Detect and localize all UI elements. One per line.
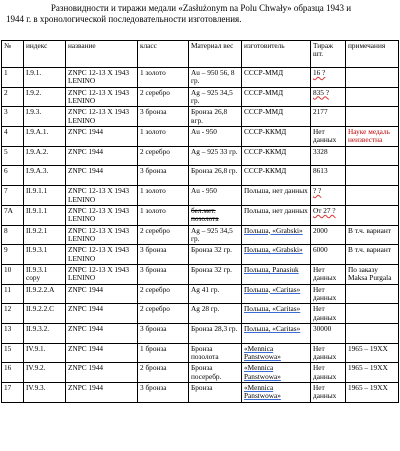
cell-notes — [346, 87, 399, 107]
cell-class: 2 бронза — [138, 363, 189, 383]
cell-quantity: ? ? — [311, 186, 346, 206]
table-row — [2, 363, 399, 383]
cell-material: Au - 950 — [189, 186, 242, 206]
cell-name: ZNPC 1944 — [66, 363, 138, 383]
table-row — [2, 127, 399, 147]
cell-index: I.9.3. — [24, 107, 66, 127]
header-cell-quantity: Тираж шт. — [311, 41, 346, 68]
cell-name: ZNPC 12-13 X 1943 LENINO — [66, 264, 138, 284]
cell-manufacturer: СССР-ММД — [242, 68, 311, 88]
cell-class: 2 серебро — [138, 87, 189, 107]
header-cell-number: № — [2, 41, 24, 68]
cell-class: 1 золото — [138, 68, 189, 88]
cell-class: 2 серебро — [138, 146, 189, 166]
cell-manufacturer: «Mennica Panstwowa» — [242, 383, 311, 403]
cell-manufacturer: Польша, нет данных — [242, 205, 311, 225]
cell-material: Бронза позолота — [189, 343, 242, 363]
cell-index: I.9.2. — [24, 87, 66, 107]
cell-quantity: Нет данных — [311, 343, 346, 363]
cell-name: ZNPC 1944 — [66, 284, 138, 304]
cell-number: 4 — [2, 127, 24, 147]
table-row — [2, 304, 399, 324]
cell-notes: 1965 – 19XX — [346, 383, 399, 403]
cell-index: I.9.A.2. — [24, 146, 66, 166]
cell-index: IV.9.1. — [24, 343, 66, 363]
cell-material: Ag – 925 34,5 гр. — [189, 225, 242, 245]
cell-name: ZNPC 1944 — [66, 127, 138, 147]
cell-manufacturer: «Mennica Panstwowa» — [242, 343, 311, 363]
cell-class: 3 бронза — [138, 383, 189, 403]
cell-quantity: Нет данных — [311, 363, 346, 383]
cell-material: Ag 41 гр. — [189, 284, 242, 304]
cell-notes: В т.ч. вариант — [346, 245, 399, 265]
cell-index: I.9.A.3. — [24, 166, 66, 186]
cell-name: ZNPC 1944 — [66, 323, 138, 343]
cell-manufacturer: Польша, «Caritas» — [242, 284, 311, 304]
cell-quantity: 3328 — [311, 146, 346, 166]
cell-quantity: Нет данных — [311, 284, 346, 304]
cell-index: II.9.1.1 — [24, 186, 66, 206]
table-row — [2, 343, 399, 363]
cell-number: 12 — [2, 304, 24, 324]
cell-name: ZNPC 1944 — [66, 304, 138, 324]
cell-manufacturer: СССР-ККМД — [242, 146, 311, 166]
cell-notes: 1965 – 19XX — [346, 363, 399, 383]
table-row — [2, 166, 399, 186]
cell-notes: По заказу Maksa Purgala — [346, 264, 399, 284]
cell-manufacturer: СССР-ММД — [242, 87, 311, 107]
cell-index: II.9.3.1 — [24, 245, 66, 265]
cell-notes — [346, 166, 399, 186]
cell-class: 2 серебро — [138, 304, 189, 324]
cell-quantity: Нет данных — [311, 127, 346, 147]
cell-manufacturer: Польша, Panasiuk — [242, 264, 311, 284]
cell-quantity: Нет данных — [311, 383, 346, 403]
cell-number: 16 — [2, 363, 24, 383]
cell-number: 2 — [2, 87, 24, 107]
cell-class: 3 бронза — [138, 245, 189, 265]
cell-number: 7 — [2, 186, 24, 206]
cell-name: ZNPC 12-13 X 1943 LENINO — [66, 87, 138, 107]
cell-quantity: Нет данных — [311, 304, 346, 324]
cell-number: 7A — [2, 205, 24, 225]
cell-notes: Науке медаль неизвестна — [346, 127, 399, 147]
cell-name: ZNPC 12-13 X 1943 LENINO — [66, 225, 138, 245]
table-row — [2, 205, 399, 225]
table-row — [2, 264, 399, 284]
cell-number: 5 — [2, 146, 24, 166]
cell-class: 3 бронза — [138, 264, 189, 284]
cell-material: Ag – 925 34,5 гр. — [189, 87, 242, 107]
header-cell-name: название — [66, 41, 138, 68]
table-row — [2, 146, 399, 166]
cell-name: ZNPC 12-13 X 1943 LENINO — [66, 107, 138, 127]
title-line-2: 1944 г. в хронологической последовательности изготовления. — [6, 14, 242, 24]
cell-index: IV.9.2. — [24, 363, 66, 383]
cell-class: 1 бронза — [138, 343, 189, 363]
cell-manufacturer: Польша, «Grabski» — [242, 225, 311, 245]
cell-class: 3 бронза — [138, 166, 189, 186]
table-row — [2, 284, 399, 304]
table-row — [2, 383, 399, 403]
medal-variants-table — [1, 40, 399, 403]
cell-manufacturer: Польша, нет данных — [242, 186, 311, 206]
table-row — [2, 323, 399, 343]
cell-material: Бронза — [189, 383, 242, 403]
cell-quantity: От 27 ? — [311, 205, 346, 225]
cell-class: 2 серебро — [138, 284, 189, 304]
cell-name: ZNPC 1944 — [66, 383, 138, 403]
cell-notes — [346, 205, 399, 225]
cell-notes — [346, 186, 399, 206]
cell-number: 15 — [2, 343, 24, 363]
header-cell-notes: примечания — [346, 41, 399, 68]
cell-number: 10 — [2, 264, 24, 284]
cell-name: ZNPC 12-13 X 1943 LENINO — [66, 186, 138, 206]
cell-name: ZNPC 12-13 X 1943 LENINO — [66, 205, 138, 225]
cell-manufacturer: СССР-ККМД — [242, 166, 311, 186]
cell-material: Au - 950 — [189, 127, 242, 147]
cell-notes: 1965 – 19XX — [346, 343, 399, 363]
cell-quantity: 2000 — [311, 225, 346, 245]
cell-number: 17 — [2, 383, 24, 403]
cell-quantity: 835 ? — [311, 87, 346, 107]
cell-name: ZNPC 1944 — [66, 146, 138, 166]
cell-material: Ag – 925 33 гр. — [189, 146, 242, 166]
cell-class: 1 золото — [138, 205, 189, 225]
cell-notes — [346, 284, 399, 304]
cell-name: ZNPC 12-13 X 1943 LENINO — [66, 68, 138, 88]
cell-number: 9 — [2, 245, 24, 265]
cell-material: Бронза посеребр. — [189, 363, 242, 383]
cell-material: Бронза 32 гр. — [189, 245, 242, 265]
cell-index: II.9.3.2. — [24, 323, 66, 343]
cell-material: Бронза 26,8 гр. — [189, 166, 242, 186]
cell-manufacturer: СССР-ММД — [242, 107, 311, 127]
cell-number: 11 — [2, 284, 24, 304]
cell-manufacturer: СССР-ККМД — [242, 127, 311, 147]
header-cell-material: Материал вес — [189, 41, 242, 68]
cell-number: 6 — [2, 166, 24, 186]
cell-name: ZNPC 1944 — [66, 343, 138, 363]
cell-quantity: 2177 — [311, 107, 346, 127]
cell-manufacturer: Польша, «Grabski» — [242, 245, 311, 265]
cell-manufacturer: Польша, «Caritas» — [242, 304, 311, 324]
cell-name: ZNPC 12-13 X 1943 LENINO — [66, 245, 138, 265]
cell-notes — [346, 304, 399, 324]
cell-index: II.9.2.2.A — [24, 284, 66, 304]
cell-index: II.9.2.1 — [24, 225, 66, 245]
document-title — [6, 3, 396, 25]
cell-manufacturer: Польша, «Caritas» — [242, 323, 311, 343]
title-line-1: Разновидности и тиражи медали «Zasłużonym na Polu Chwały» образца 1943 и — [50, 3, 352, 13]
cell-material: Бронза 32 гр. — [189, 264, 242, 284]
cell-notes — [346, 107, 399, 127]
header-cell-index: индекс — [24, 41, 66, 68]
cell-material: Бронза 26,8 вгр. — [189, 107, 242, 127]
cell-index: IV.9.3. — [24, 383, 66, 403]
table-row — [2, 107, 399, 127]
cell-material: бел.мет. позолота — [189, 205, 242, 225]
cell-notes — [346, 68, 399, 88]
cell-index: II.9.3.1 copy — [24, 264, 66, 284]
cell-material: Бронза 28,3 гр. — [189, 323, 242, 343]
cell-number: 13 — [2, 323, 24, 343]
header-cell-class: класс — [138, 41, 189, 68]
table-row — [2, 245, 399, 265]
cell-class: 1 золото — [138, 127, 189, 147]
cell-class: 3 бронза — [138, 323, 189, 343]
cell-manufacturer: «Mennica Panstwowa» — [242, 363, 311, 383]
cell-number: 1 — [2, 68, 24, 88]
cell-index: II.9.2.2.C — [24, 304, 66, 324]
cell-quantity: 30000 — [311, 323, 346, 343]
cell-quantity: Нет данных — [311, 264, 346, 284]
table-row — [2, 68, 399, 88]
cell-material: Ag 28 гр. — [189, 304, 242, 324]
table-row — [2, 87, 399, 107]
cell-index: I.9.A.1. — [24, 127, 66, 147]
cell-index: I.9.1. — [24, 68, 66, 88]
cell-name: ZNPC 1944 — [66, 166, 138, 186]
table-row — [2, 186, 399, 206]
cell-quantity: 8613 — [311, 166, 346, 186]
cell-index: II.9.1.1 — [24, 205, 66, 225]
cell-notes — [346, 323, 399, 343]
cell-material: Au – 950 56, 8 гр. — [189, 68, 242, 88]
header-cell-manufacturer: изготовитель — [242, 41, 311, 68]
cell-class: 1 золото — [138, 186, 189, 206]
cell-number: 8 — [2, 225, 24, 245]
cell-notes — [346, 146, 399, 166]
cell-number: 3 — [2, 107, 24, 127]
cell-quantity: 6000 — [311, 245, 346, 265]
cell-class: 3 бронза — [138, 107, 189, 127]
cell-quantity: 16 ? — [311, 68, 346, 88]
table-header-row — [2, 41, 399, 68]
cell-class: 2 серебро — [138, 225, 189, 245]
table-row — [2, 225, 399, 245]
cell-notes: В т.ч. вариант — [346, 225, 399, 245]
